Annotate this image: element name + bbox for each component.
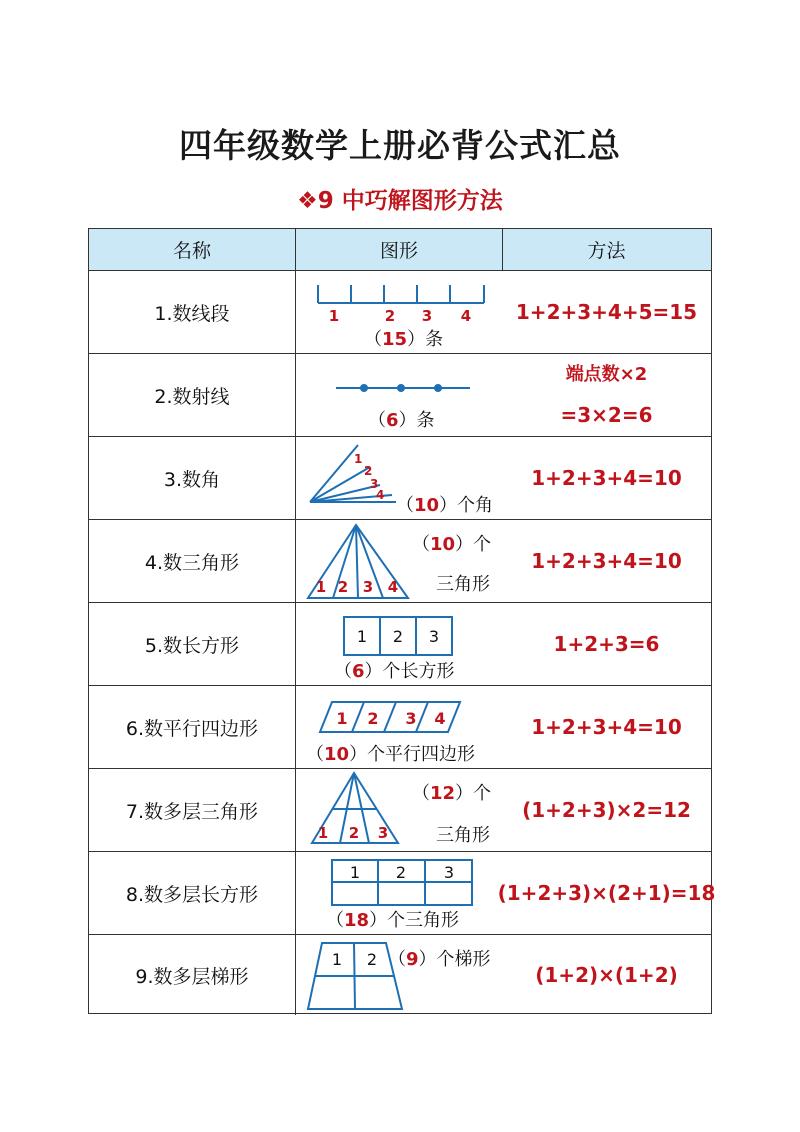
- figure-answer: （18）个三角形: [326, 910, 460, 931]
- angle-number: 1: [354, 452, 363, 466]
- method-line-1: 端点数×2: [565, 364, 648, 385]
- rectangle-number: 2: [392, 627, 404, 646]
- rectangle-number: 3: [443, 863, 455, 882]
- triangle-number: 1: [315, 578, 327, 596]
- triangle-number: 3: [362, 578, 374, 596]
- header-method: 方法: [587, 240, 626, 262]
- row-name: 6.数平行四边形: [89, 686, 296, 768]
- answer-unit-line2: 三角形: [436, 825, 490, 846]
- table-row: [89, 520, 711, 603]
- answer-count: 10: [430, 534, 456, 555]
- answer-count: 10: [414, 495, 440, 516]
- answer-count: 10: [324, 744, 350, 765]
- figure-answer: （10）个: [412, 534, 492, 555]
- table-row: [89, 686, 711, 769]
- answer-unit: 个梯形: [436, 949, 491, 970]
- method-formula: 1+2+3+4=10: [531, 466, 682, 490]
- parallelogram-number: 2: [367, 709, 379, 728]
- table-row: [89, 769, 711, 852]
- table-header-row: [89, 229, 711, 271]
- answer-unit: 个: [473, 783, 492, 804]
- table-row: [89, 437, 711, 520]
- parallelogram-number: 4: [434, 709, 446, 728]
- method-formula: 1+2+3+4=10: [531, 715, 682, 739]
- figure-answer: （10）个平行四边形: [306, 744, 476, 765]
- table-row: [89, 852, 716, 935]
- answer-count: 12: [430, 783, 456, 804]
- row-name: 5.数长方形: [89, 603, 296, 685]
- answer-count: 9: [406, 949, 419, 970]
- method-line-2: =3×2=6: [560, 403, 653, 427]
- header-figure: 图形: [296, 229, 503, 270]
- rectangle-number: 1: [356, 627, 368, 646]
- answer-count: 6: [352, 661, 365, 682]
- answer-unit: 条: [416, 410, 435, 431]
- method-formula: (1+2+3)×(2+1)=18: [497, 881, 716, 905]
- row-name: 8.数多层长方形: [89, 852, 296, 934]
- answer-unit-line2: 三角形: [436, 574, 490, 595]
- segment-number: 3: [421, 307, 433, 325]
- angle-number: 4: [376, 488, 385, 502]
- method-formula: 1+2+3=6: [553, 632, 660, 656]
- trapezoid-number: 2: [366, 950, 378, 969]
- figure-answer: （6）条: [368, 410, 435, 431]
- row-name: 1.数线段: [89, 271, 296, 353]
- row-name: 9.数多层梯形: [89, 935, 296, 1015]
- table-row: [89, 603, 711, 686]
- row-name: 7.数多层三角形: [89, 769, 296, 851]
- figure-answer: （10）个角: [396, 495, 494, 516]
- method-formula: 1+2+3+4=10: [531, 549, 682, 573]
- trapezoid-number: 1: [331, 950, 343, 969]
- answer-unit: 条: [425, 329, 444, 350]
- formula-table: [88, 228, 716, 1014]
- segment-number: 4: [460, 307, 472, 325]
- segment-number: 2: [384, 307, 396, 325]
- triangle-number: 1: [317, 824, 329, 842]
- section-subtitle: ❖9 中巧解图形方法: [297, 188, 503, 214]
- rectangle-number: 2: [395, 863, 407, 882]
- row-name: 3.数角: [89, 437, 296, 519]
- answer-count: 18: [344, 910, 370, 931]
- triangle-number: 2: [337, 578, 349, 596]
- row-name: 4.数三角形: [89, 520, 296, 602]
- rectangle-number: 1: [349, 863, 361, 882]
- method-formula: (1+2+3)×2=12: [522, 798, 691, 822]
- parallelogram-number: 1: [336, 709, 348, 728]
- segment-number: 1: [328, 307, 340, 325]
- table-row: [89, 271, 711, 354]
- figure-answer: （6）个长方形: [334, 661, 455, 682]
- method-formula: 1+2+3+4+5=15: [515, 300, 698, 324]
- angle-number: 3: [370, 477, 379, 491]
- answer-unit: 个角: [457, 495, 494, 516]
- figure-answer: （12）个: [412, 783, 492, 804]
- method-formula: (1+2)×(1+2): [535, 963, 678, 987]
- triangle-number: 2: [348, 824, 360, 842]
- header-name: 名称: [89, 229, 296, 270]
- table-row: [89, 354, 711, 437]
- rectangle-number: 3: [428, 627, 440, 646]
- answer-unit: 个长方形: [382, 661, 455, 682]
- method-formula: [503, 354, 710, 436]
- answer-count: 15: [382, 329, 408, 350]
- answer-unit: 个三角形: [387, 910, 460, 931]
- answer-unit: 个: [473, 534, 492, 555]
- row-name: 2.数射线: [89, 354, 296, 436]
- page-title: 四年级数学上册必背公式汇总: [179, 126, 621, 165]
- angle-number: 2: [364, 464, 373, 478]
- triangle-number: 4: [387, 578, 399, 596]
- figure-answer: （15）条: [364, 329, 444, 350]
- answer-unit: 个平行四边形: [367, 744, 476, 765]
- answer-count: 6: [386, 410, 399, 431]
- table-row: [89, 935, 711, 1015]
- parallelogram-number: 3: [405, 709, 417, 728]
- triangle-number: 3: [377, 824, 389, 842]
- figure-answer: （9）个梯形: [388, 949, 491, 970]
